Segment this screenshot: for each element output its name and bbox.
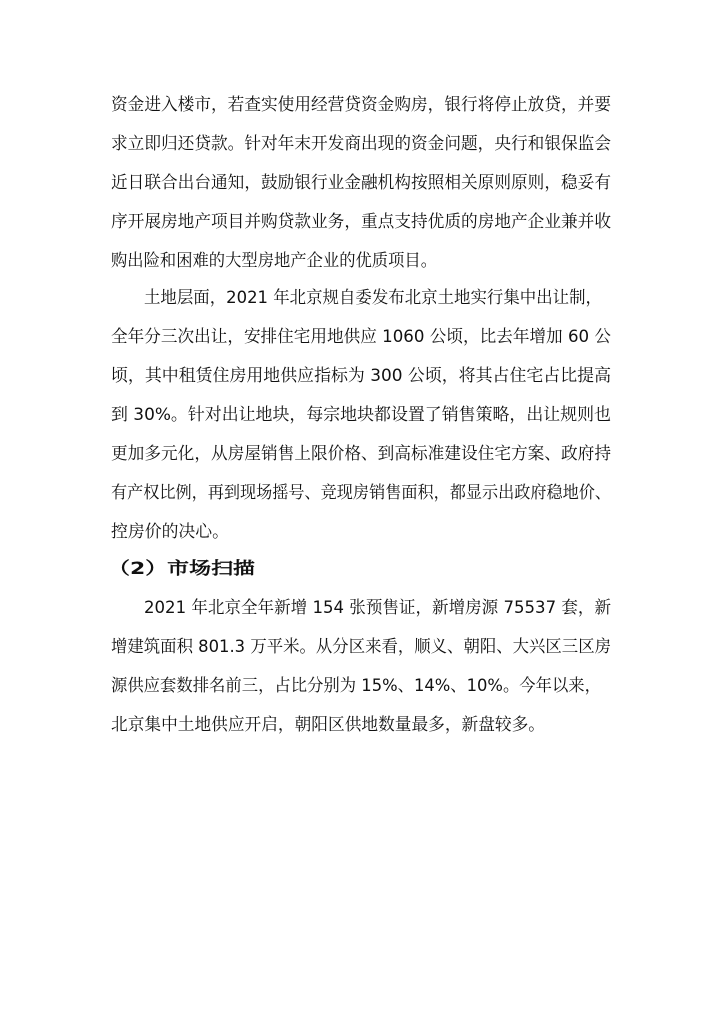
document-page: 资金进入楼市，若查实使用经营贷资金购房，银行将停止放贷，并要 求立即归还贷款。针对年末开发商出现的资金问题，央行和银保监会 近日联合出台通知，鼓励银行业金融机构按照相关原则原则，稳妥有 序开展房地产项目并购贷款业务，重点支持优质的房地产企业兼并收 购出险和困难的大型房地产企业的优质项目。 土地层面，2021 年北京规自委发布北京土地实行集中出让制， 全年分三次出让，安排住宅用地供应 1060 公顷，比去年增加 60 公 顷，其中租赁住房用地供应指标为 300 公顷，将其占住宅占比提高 到 30%。针对出让地块，每宗地块都设置了销售策略，出让规则也 更加多元化，从房屋销售上限价格、到高标准建设住宅方案、政府持 有产权比例，再到现场摇号、竞现房销售面积，都显示出政府稳地价、 控房价的决心。 （2）市场扫描 2021 年北京全年新增 154 张预售证，新增房源 75537 套，新 增建筑面积 801.3 万平米。从分区来看，顺义、朝阳、大兴区三区房 源供应套数排名前三，占比分别为 15%、14%、10%。今年以来， 北京集中土地供应开启，朝阳区供地数量最多，新盘较多。 bbox=[108, 95, 611, 735]
